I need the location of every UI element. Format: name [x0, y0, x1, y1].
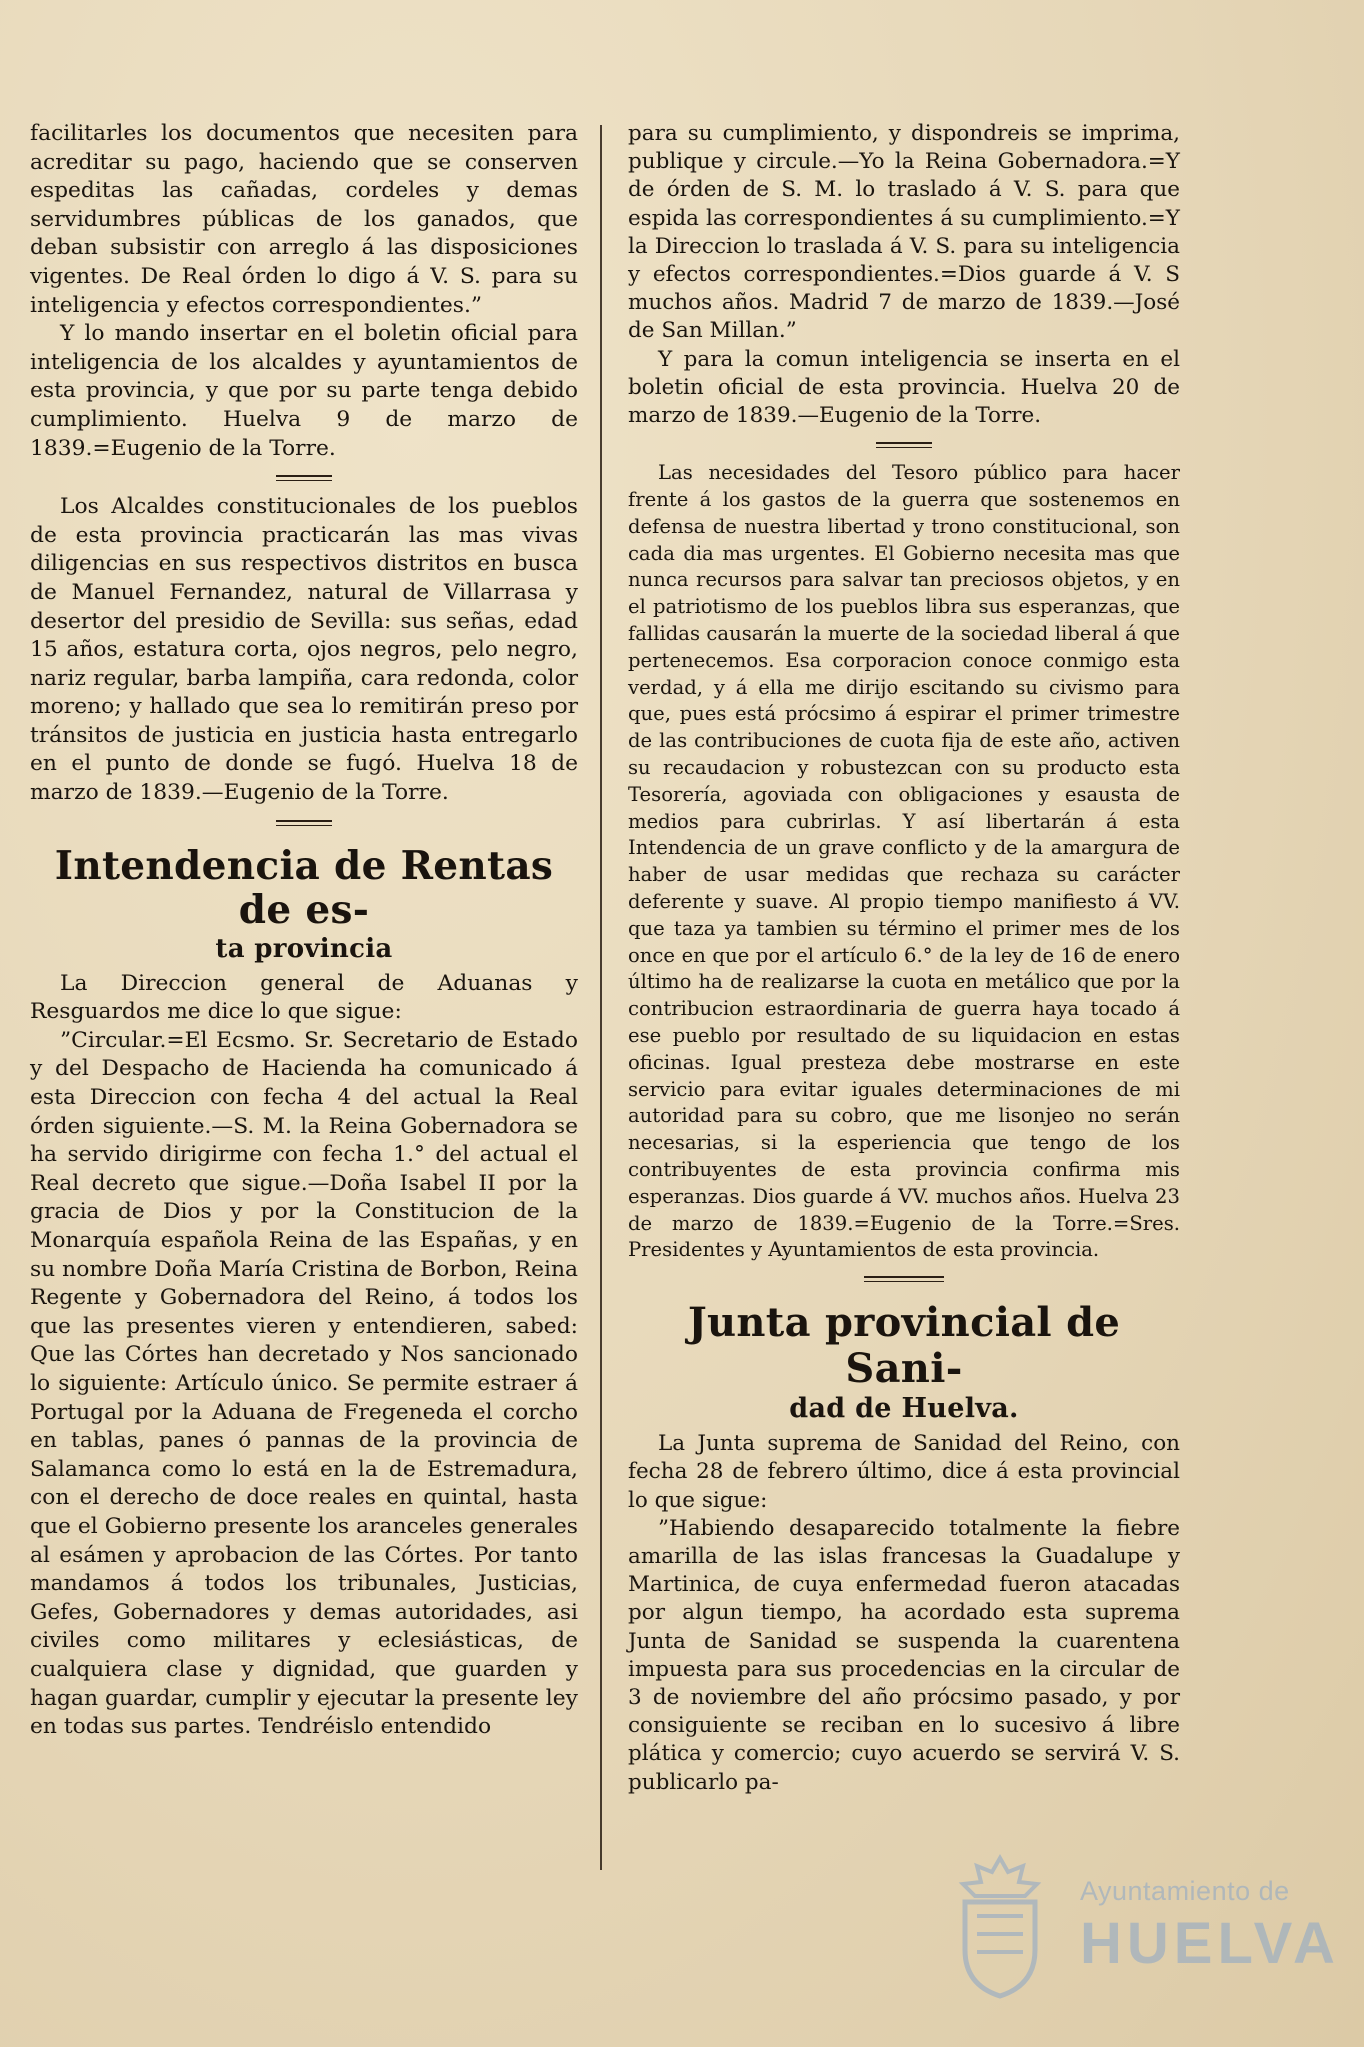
column-divider — [600, 125, 602, 1870]
watermark-line-2: HUELVA — [1080, 1911, 1340, 1976]
heading-line-1: Intendencia de Rentas de es- — [54, 842, 554, 933]
section-heading-junta — [628, 1300, 1180, 1426]
separator-rule — [628, 1272, 1180, 1286]
right-paragraph-5: ”Habiendo desaparecido totalmente la fiebre amarilla de las islas francesas la Guadalupe y Martinica, de cuya enfermedad fueron atacadas por algun tiempo, ha acordado esta suprema Junta de Sanidad se suspenda la cuarentena impuesta para sus procedencias en la circular de 3 de noviembre del año prócsimo pasado, y por consiguiente se reciban en lo sucesivo á libre plática y comercio; cuyo acuerdo se servirá V. S. publicarlo pa- — [628, 1515, 1180, 1795]
right-paragraph-1: para su cumplimiento, y dispondreis se imprima, publique y circule.—Yo la Reina Gobernadora.=Y de órden de S. M. lo traslado á V. S. para que espida las correspondientes á su cumplimiento.=Y la Direccion lo traslada á V. S. para su inteligencia y efectos correspondientes.=Dios guarde á V. S muchos años. Madrid 7 de marzo de 1839.—José de San Millan.” — [628, 121, 1180, 344]
left-paragraph-2: Y lo mando insertar en el boletin oficial para inteligencia de los alcaldes y ayuntamientos de esta provincia, y que por su parte tenga debido cumplimiento. Huelva 9 de marzo de 1839.=Eugenio de la Torre. — [30, 321, 578, 461]
left-column — [30, 120, 578, 1742]
left-paragraph-4: La Direccion general de Aduanas y Resguardos me dice lo que sigue: — [30, 970, 578, 1025]
right-column — [628, 120, 1180, 1797]
separator-rule — [628, 438, 1180, 452]
watermark-line-1: Ayuntamiento de — [1080, 1876, 1290, 1906]
right-paragraph-2: Y para la comun inteligencia se inserta en el boletin oficial de esta provincia. Huelva 20 de marzo de 1839.—Eugenio de la Torre. — [628, 346, 1180, 429]
right-paragraph-3: Las necesidades del Tesoro público para hacer frente á los gastos de la guerra que sostenemos en defensa de nuestra libertad y trono constitucional, son cada dia mas urgentes. El Gobierno necesita mas que nunca recursos para salvar tan preciosos objetos, y en el patriotismo de los pueblos libra sus esperanzas, que fallidas causarán la muerte de la sociedad liberal á que pertenecemos. Esa corporacion conoce conmigo esta verdad, y á ella me dirijo escitando su civismo para que, pues está prócsimo á espirar el primer trimestre de las contribuciones de cuota fija de este año, activen su recaudacion y robustezcan con su producto esta Tesorería, agoviada con obligaciones y esausta de medios para cubrirlas. Y así libertarán á esta Intendencia de un grave conflicto y de la amargura de haber de usar medidas que rechaza su carácter deferente y suave. Al propio tiempo manifiesto á VV. que taza ya tambien su término el primer mes de los once en que por el artículo 6.° de la ley de 16 de enero último ha de realizarse la cuota en metálico que por la contribucion estraordinaria de guerra haya tocado á ese pueblo por resultado de su liquidacion en estas oficinas. Igual presteza debe mostrarse en este servicio para evitar iguales determinaciones de mi autoridad para su cobro, que me lisonjeo no serán necesarias, si la esperiencia que tengo de los contribuyentes de esta provincia confirma mis esperanzas. Dios guarde á VV. muchos años. Huelva 23 de marzo de 1839.=Eugenio de la Torre.=Sres. Presidentes y Ayuntamientos de esta provincia. — [628, 461, 1180, 1262]
ayuntamiento-watermark — [945, 1850, 1340, 2020]
left-paragraph-1: facilitarles los documentos que necesiten para acreditar su pago, haciendo que se conserven espeditas las cañadas, cordeles y demas servidumbres públicas de los ganados, que deban subsistir con arreglo á las disposiciones vigentes. De Real órden lo digo á V. S. para su inteligencia y efectos correspondientes.” — [30, 121, 578, 318]
separator-rule — [30, 471, 578, 485]
section-heading-intendencia — [30, 844, 578, 966]
separator-rule — [30, 816, 578, 830]
right-paragraph-4: La Junta suprema de Sanidad del Reino, con fecha 28 de febrero último, dice á esta provincial lo que sigue: — [628, 1431, 1180, 1513]
heading-line-1: Junta provincial de Sani- — [687, 1299, 1121, 1393]
left-paragraph-3: Los Alcaldes constitucionales de los pueblos de esta provincia practicarán las mas vivas diligencias en sus respectivos distritos en busca de Manuel Fernandez, natural de Villarrasa y desertor del presidio de Sevilla: sus señas, edad 15 años, estatura corta, ojos negros, pelo negro, nariz regular, barba lampiña, cara redonda, color moreno; y hallado que sea lo remitirán preso por tránsitos de justicia en justicia hasta entregarlo en el punto de donde se fugó. Huelva 18 de marzo de 1839.—Eugenio de la Torre. — [30, 494, 578, 806]
heading-line-2: dad de Huelva. — [789, 1393, 1019, 1425]
coat-of-arms-icon — [945, 1850, 1055, 2000]
heading-line-2: ta provincia — [215, 933, 393, 964]
left-paragraph-5: ”Circular.=El Ecsmo. Sr. Secretario de Estado y del Despacho de Hacienda ha comunicado á esta Direccion con fecha 4 del actual la Real órden siguiente.—S. M. la Reina Gobernadora se ha servido dirigirme con fecha 1.° del actual el Real decreto que sigue.—Doña Isabel II por la gracia de Dios y por la Constitucion de la Monarquía española Reina de las Españas, y en su nombre Doña María Cristina de Borbon, Reina Regente y Gobernadora del Reino, á todos los que las presentes vieren y entendieren, sabed: Que las Córtes han decretado y Nos sancionado lo siguiente: Artículo único. Se permite estraer á Portugal por la Aduana de Fregeneda el corcho en tablas, panes ó pannas de la provincia de Salamanca como lo está en la de Estremadura, con el derecho de doce reales en quintal, hasta que el Gobierno presente los aranceles generales al esámen y aprobacion de las Córtes. Por tanto mandamos á todos los tribunales, Justicias, Gefes, Gobernadores y demas autoridades, asi civiles como militares y eclesiásticas, de cualquiera clase y dignidad, que guarden y hagan guardar, cumplir y ejecutar la presente ley en todas sus partes. Tendréislo entendido — [30, 1027, 578, 1740]
